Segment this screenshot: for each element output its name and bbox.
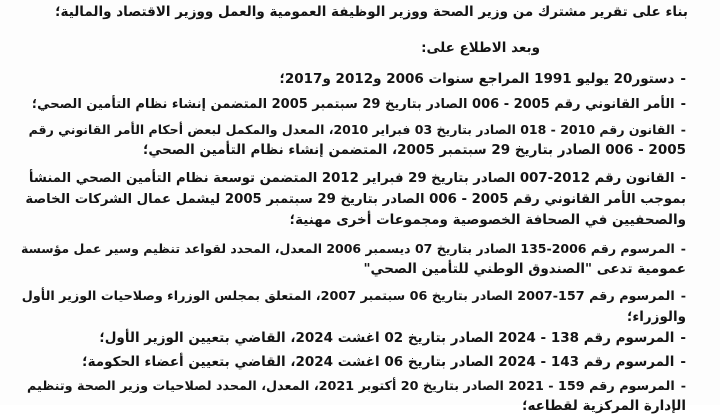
item-text: المرسوم رقم 157-2007 الصادر بتاريخ 06 سبتمبر 2007، المتعلق بمجلس الوزراء وصلاحيات الوزير الأول	[21, 289, 675, 304]
list-bullet: -	[680, 97, 686, 112]
list-bullet: -	[680, 289, 686, 304]
item-text: دستور20 يوليو 1991 المراجع سنوات 2006 و2012 و2017؛	[279, 71, 675, 87]
legal-reference-item	[99, 330, 686, 347]
item-text: القانون رقم 2012-007 الصادر بتاريخ 29 فبراير 2012 المتضمن توسعة نظام التأمين الصحي المنشأ	[28, 171, 675, 186]
legal-reference-item	[21, 240, 686, 257]
legal-reference-item	[82, 354, 686, 371]
item-text: المرسوم رقم 159 - 2021 الصادر بتاريخ 20 أكتوبر 2021، المعدل، المحدد لصلاحيات وزير الصحة وتنظيم	[27, 379, 675, 394]
list-bullet: -	[680, 71, 686, 87]
item-text: القانون رقم 2010 - 018 الصادر بتاريخ 03 فبراير 2010، المعدل والمكمل لبعض أحكام الأمر القانوني رقم	[28, 122, 675, 137]
item-continuation-line: بموجب الأمر القانوني رقم 2005 - 006 الصادر بتاريخ 29 سبتمبر 2005 ليشمل عمال الشركات الخاصة	[25, 192, 686, 207]
list-bullet: -	[680, 171, 686, 186]
item-text: الأمر القانوني رقم 2005 - 006 الصادر بتاريخ 29 سبتمبر 2005 المتضمن إنشاء نظام التأمين الصحي؛	[31, 97, 675, 112]
after-review-heading: وبعد الاطلاع على:	[421, 40, 540, 56]
item-continuation-line: الإدارة المركزية لقطاعه؛	[522, 398, 686, 414]
item-continuation-line: 2005 - 006 الصادر بتاريخ 29 سبتمبر 2005، المتضمن إنشاء نظام التأمين الصحي؛	[143, 142, 686, 158]
list-bullet: -	[680, 330, 686, 346]
legal-reference-item	[29, 170, 686, 187]
intro-paragraph: بناء على تقرير مشترك من وزير الصحة ووزير الوظيفة العمومية والعمل ووزير الاقتصاد والمالية؛	[55, 4, 688, 20]
legal-reference-item	[29, 121, 686, 138]
legal-reference-item	[22, 288, 686, 305]
list-bullet: -	[680, 379, 686, 394]
legal-reference-item	[27, 378, 686, 395]
item-text: المرسوم رقم 2006-135 الصادر بتاريخ 07 ديسمبر 2006 المعدل، المحدد لقواعد تنظيم وسير عمل مؤسسة	[21, 241, 675, 256]
list-bullet: -	[680, 354, 686, 370]
item-continuation-line: عمومية تدعى "الصندوق الوطني للتأمين الصحي"	[363, 261, 686, 277]
legal-reference-item	[32, 96, 686, 113]
list-bullet: -	[680, 241, 686, 256]
list-bullet: -	[680, 122, 686, 137]
item-continuation-line: والوزراء؛	[626, 309, 686, 325]
item-text: المرسوم رقم 143 - 2024 الصادر بتاريخ 06 اغشت 2024، القاضي بتعيين أعضاء الحكومة؛	[82, 354, 675, 370]
legal-reference-item	[279, 71, 686, 88]
item-continuation-line: والصحفيين في الصحافة الخصوصية ومجموعات أخرى مهنية؛	[289, 212, 686, 228]
item-text: المرسوم رقم 138 - 2024 الصادر بتاريخ 02 اغشت 2024، القاضي بتعيين الوزير الأول؛	[99, 330, 675, 346]
